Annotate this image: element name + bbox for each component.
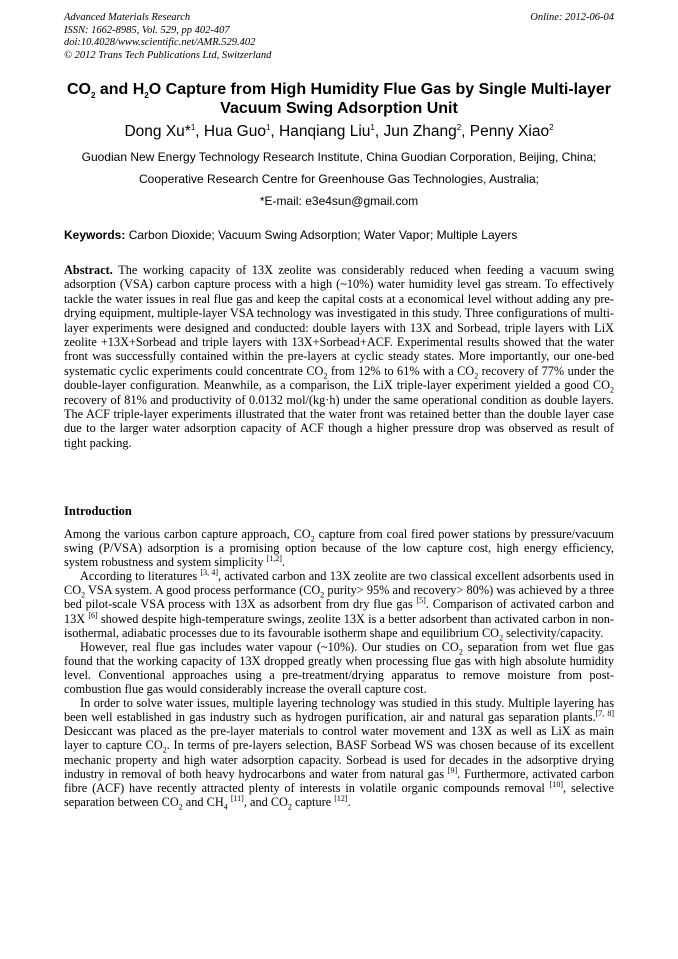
author: Jun Zhang$^2$, xyxy=(383,122,470,140)
author: Penny Xiao$^2$ xyxy=(469,122,554,140)
abstract: Abstract. The working capacity of 13X zeolite was considerably reduced when feeding a vacuum swing adsorption (VSA) carbon capture process with a high (~10%) water humidity level gas stream. To effectively tackle the water issues in real flue gas and keep the capital costs at a economical level without adding any pre-drying equipment, multiple-layer VSA technology was investigated in this study. Three configurations of multi-layer experiments were designed and conducted: double layers with 13X and Sorbead, triple layers with LiX zeolite +13X+Sorbead and triple layers with 13X+Sorbead+ACF. Experimental results showed that the water front was successfully contained within the pre-layers at cyclic steady states. More importantly, our one-bed systematic cyclic experiments could concentrate $CO_2$ from 12% to 61% with a $CO_2$ recovery of 77% under the double-layer configuration. Meanwhile, as a comparison, the LiX triple-layer experiment yielded a good $CO_2$ recovery of 81% and productivity of 0.0132 mol/(kg·h) under the same operational condition as double layers. The ACF triple-layer experiments illustrated that the water front was retained better than the double layer case due to the larger water adsorption capacity of ACF though a higher pressure drop was observed as result of tight packing. xyxy=(64,263,614,450)
citation: [5] xyxy=(416,596,426,606)
intro-paragraph: According to literatures [3, 4], activated carbon and 13X zeolite are two classical excellent adsorbents used in $CO_2$ VSA system. A good process performance ($CO_2$ purity> 95% and recovery> 80%) was achieved by a three bed pilot-scale VSA process with 13X as adsorbent from dry flue gas [5]. Comparison of activated carbon and 13X [6] showed despite high-temperature swings, zeolite 13X is a better adsorbent than activated carbon in non-isothermal, adiabatic processes due to its favourable isotherm shape and equilibrium $CO_2$ selectivity/capacity. xyxy=(64,568,615,643)
intro-paragraph: However, real flue gas includes water vapour (~10%). Our studies on $CO_2$ separation from wet flue gas found that the working capacity of 13X dropped greatly when processing flue gas with high absolute humidity level. Conventional approaches using a pre-treatment/drying apparatus to remove moisture from post-combustion flue gas would considerably increase the overall capture cost. xyxy=(64,639,614,697)
keywords-label: Keywords: xyxy=(64,228,126,242)
intro-paragraph: In order to solve water issues, multiple layering technology was studied in this study. Multiple layering has been well established in gas industry such as hydrogen purification, air and natural gas separation plants.[7, 8] Desiccant was placed as the pre-layer materials to control water movement and 13X as well as LiX as main layer to capture $CO_2$. In terms of pre-layers selection, BASF Sorbead WS was chosen because of its excellent mechanic property and high water adsorption capacity. Sorbead is used for decades in the adsorptive drying industry in removal of both heavy hydrocarbons and water from natural gas [9]. Furthermore, activated carbon fibre (ACF) have recently attracted plenty of interests in volatile organic compounds removal [10], selective separation between $CO_2$ and $CH_4$ [11], and $CO_2$ capture [12]. xyxy=(64,696,615,812)
citation: [6] xyxy=(88,610,98,620)
citation: [7, 8] xyxy=(595,709,615,719)
citation: [12] xyxy=(334,793,348,803)
journal-header xyxy=(64,12,271,62)
section-heading-introduction: Introduction xyxy=(64,504,132,518)
abstract-label: Abstract. xyxy=(64,263,113,277)
author: Dong Xu*$^1$, xyxy=(124,122,204,140)
author-email: *E-mail: e3e4sun@gmail.com xyxy=(259,194,419,208)
keywords xyxy=(64,228,624,242)
citation: [9] xyxy=(447,765,458,775)
paper-title: $CO_2$ and $H_2O$ Capture from High Humidity Flue Gas by Single Multi-layer Vacuum Swing Adsorption Unit xyxy=(66,81,612,117)
introduction-body xyxy=(64,527,615,812)
citation: [11] xyxy=(230,793,244,803)
intro-paragraph: Among the various carbon capture approach, $CO_2$ capture from coal fired power stations by pressure/vacuum swing (P/VSA) adsorption is a promising option because of the low capture cost, high energy efficiency, system robustness and system simplicity [1,2]. xyxy=(64,527,614,570)
author: Hua Guo$^1$, xyxy=(203,122,280,140)
copyright-line: © 2012 Trans Tech Publications Ltd, Switzerland xyxy=(64,49,272,61)
author: Hanqiang Liu$^1$, xyxy=(279,122,384,140)
online-date: Online: 2012-06-04 xyxy=(530,12,614,23)
keywords-text: Carbon Dioxide; Vacuum Swing Adsorption; Water Vapor; Multiple Layers xyxy=(125,228,518,242)
citation: [10] xyxy=(549,779,564,789)
doi-line: doi:10.4028/www.scientific.net/AMR.529.402 xyxy=(64,37,256,48)
author-list xyxy=(40,122,638,142)
citation: [3, 4] xyxy=(200,568,218,578)
issn-line: ISSN: 1662-8985, Vol. 529, pp 402-407 xyxy=(64,24,230,36)
affiliation-2: Cooperative Research Centre for Greenhouse Gas Technologies, Australia; xyxy=(138,172,539,186)
journal-name: Advanced Materials Research xyxy=(64,12,191,23)
citation: [1,2] xyxy=(266,554,282,564)
affiliation-1: Guodian New Energy Technology Research Institute, China Guodian Corporation, Beijing, China; xyxy=(81,150,597,164)
